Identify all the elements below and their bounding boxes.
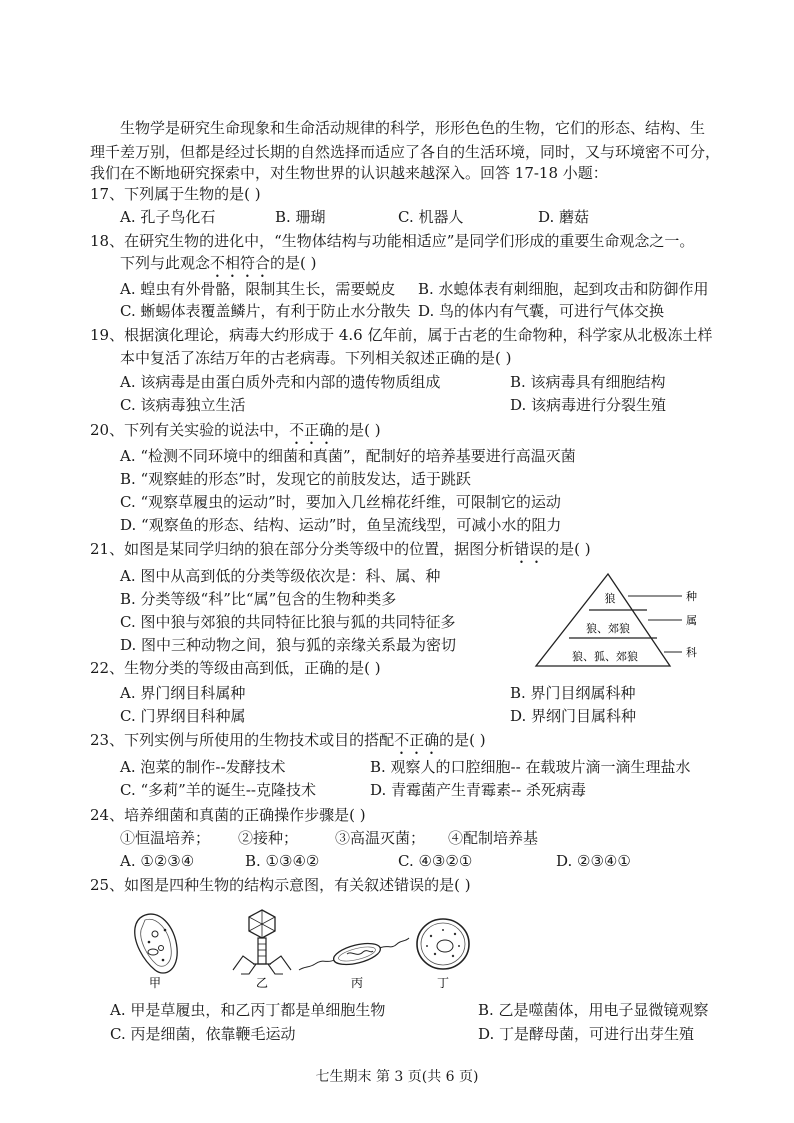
q22-option-c: C. 门界纲目科种属 <box>120 707 246 725</box>
q22-option-a: A. 界门纲目科属种 <box>120 684 246 702</box>
q19-option-a: A. 该病毒是由蛋白质外壳和内部的遗传物质组成 <box>120 373 441 391</box>
emphasis-text: 不正确 <box>289 421 335 439</box>
q21-stem: 21、如图是某同学归纳的狼在部分分类等级中的位置，据图分析错误的是( ) <box>90 540 591 558</box>
q24-option-b: B. ①③④② <box>245 852 320 870</box>
intro-line-2: 理千差万别，但都是经过长期的自然选择而适应了各自的生活环境，同时，又与环境密不可分， <box>90 143 721 161</box>
pyramid-level-bottom: 狼、狐、郊狼 <box>572 650 638 663</box>
emphasis-text: 错误 <box>514 540 545 558</box>
q17-option-b: B. 珊瑚 <box>275 208 326 226</box>
figure-label-ding: 丁 <box>436 976 450 990</box>
q19-option-c: C. 该病毒独立生活 <box>120 396 246 414</box>
yeast-icon <box>417 919 469 969</box>
q25-option-d: D. 丁是酵母菌，可进行出芽生殖 <box>478 1025 695 1043</box>
rank-label-species: 种 <box>686 590 697 603</box>
q18-stem-line-2: 下列与此观念不相符合的是( ) <box>120 254 317 272</box>
q21-option-c: C. 图中狼与郊狼的共同特征比狼与狐的共同特征多 <box>120 613 456 631</box>
pyramid-level-mid: 狼、郊狼 <box>586 622 630 635</box>
q22-option-b: B. 界门目纲属科种 <box>510 684 636 702</box>
q24-option-c: C. ④③②① <box>398 852 473 870</box>
q18-option-a: A. 蝗虫有外骨骼，限制其生长，需要蜕皮 <box>120 280 396 298</box>
q23-option-b: B. 观察人的口腔细胞-- 在载玻片滴一滴生理盐水 <box>370 758 691 776</box>
q20-option-c: C. “观察草履虫的运动”时，要加入几丝棉花纤维，可限制它的运动 <box>120 493 561 511</box>
q19-option-d: D. 该病毒进行分裂生殖 <box>510 396 667 414</box>
q24-step-2: ②接种； <box>238 829 299 847</box>
emphasis-text: 不相符合 <box>210 254 271 272</box>
emphasis-text: 不正确 <box>394 731 440 749</box>
q24-step-3: ③高温灭菌； <box>335 829 426 847</box>
q24-option-d: D. ②③④① <box>556 852 631 870</box>
paramecium-icon <box>135 914 177 973</box>
rank-label-genus: 属 <box>686 614 697 627</box>
q22-option-d: D. 界纲门目属科种 <box>510 707 637 725</box>
q17-stem: 17、下列属于生物的是( ) <box>90 185 261 203</box>
q25-option-a: A. 甲是草履虫，和乙丙丁都是单细胞生物 <box>110 1001 386 1019</box>
q20-option-b: B. “观察蛙的形态”时，发现它的前肢发达，适于跳跃 <box>120 470 471 488</box>
q25-option-b: B. 乙是噬菌体，用电子显微镜观察 <box>478 1001 709 1019</box>
q17-option-d: D. 蘑菇 <box>538 208 590 226</box>
q23-stem: 23、下列实例与所使用的生物技术或目的搭配不正确的是( ) <box>90 731 486 749</box>
q19-option-b: B. 该病毒具有细胞结构 <box>510 373 666 391</box>
q24-step-4: ④配制培养基 <box>448 829 539 847</box>
q18-stem-line-1: 18、在研究生物的进化中，“生物体结构与功能相适应”是同学们形成的重要生命观念之一。 <box>90 232 695 250</box>
intro-line-3: 我们在不断地研究探索中，对生物世界的认识越来越深入。回答 17-18 小题： <box>90 164 608 182</box>
q20-stem: 20、下列有关实验的说法中，不正确的是( ) <box>90 421 381 439</box>
q21-option-b: B. 分类等级“科”比“属”包含的生物种类多 <box>120 590 397 608</box>
q24-option-a: A. ①②③④ <box>120 852 195 870</box>
rank-label-family: 科 <box>686 646 697 659</box>
figure-label-yi: 乙 <box>255 976 269 990</box>
bacterium-icon <box>299 938 409 970</box>
q18-option-d: D. 鸟的体内有气囊，可进行气体交换 <box>418 302 665 320</box>
classification-pyramid-diagram <box>530 570 720 675</box>
page-footer: 七生期末 第 3 页(共 6 页) <box>315 1069 479 1085</box>
q23-option-d: D. 青霉菌产生青霉素-- 杀死病毒 <box>370 781 586 799</box>
q25-option-c: C. 丙是细菌，依靠鞭毛运动 <box>110 1025 296 1043</box>
four-organisms-figure <box>125 908 495 990</box>
q23-option-a: A. 泡菜的制作--发酵技术 <box>120 758 286 776</box>
q22-stem: 22、生物分类的等级由高到低，正确的是( ) <box>90 659 381 677</box>
q23-option-c: C. “多莉”羊的诞生--克隆技术 <box>120 781 316 799</box>
intro-line-1: 生物学是研究生命现象和生命活动规律的科学，形形色色的生物，它们的形态、结构、生 <box>120 119 706 137</box>
q21-option-a: A. 图中从高到低的分类等级依次是：科、属、种 <box>120 567 441 585</box>
figure-label-jia: 甲 <box>148 976 162 990</box>
q19-stem-line-2: 本中复活了冻结万年的古老病毒。下列相关叙述正确的是( ) <box>120 349 512 367</box>
q17-option-c: C. 机器人 <box>398 208 464 226</box>
q19-stem-line-1: 19、根据演化理论，病毒大约形成于 4.6 亿年前，属于古老的生命物种，科学家从北极冻土样 <box>90 326 713 344</box>
q18-option-b: B. 水螅体表有刺细胞，起到攻击和防御作用 <box>418 280 709 298</box>
q17-option-a: A. 孔子鸟化石 <box>120 208 216 226</box>
q21-option-d: D. 图中三种动物之间，狼与狐的亲缘关系最为密切 <box>120 636 457 654</box>
q20-option-d: D. “观察鱼的形态、结构、运动”时，鱼呈流线型，可减小水的阻力 <box>120 516 562 534</box>
bacteriophage-icon <box>233 910 291 974</box>
q24-step-1: ①恒温培养； <box>120 829 211 847</box>
q25-stem: 25、如图是四种生物的结构示意图，有关叙述错误的是( ) <box>90 876 471 894</box>
q20-option-a: A. “检测不同环境中的细菌和真菌”，配制好的培养基要进行高温灭菌 <box>120 447 576 465</box>
q24-stem: 24、培养细菌和真菌的正确操作步骤是( ) <box>90 806 366 824</box>
pyramid-level-top: 狼 <box>604 592 616 605</box>
q18-option-c: C. 蜥蜴体表覆盖鳞片，有利于防止水分散失 <box>120 302 411 320</box>
figure-label-bing: 丙 <box>350 976 364 990</box>
